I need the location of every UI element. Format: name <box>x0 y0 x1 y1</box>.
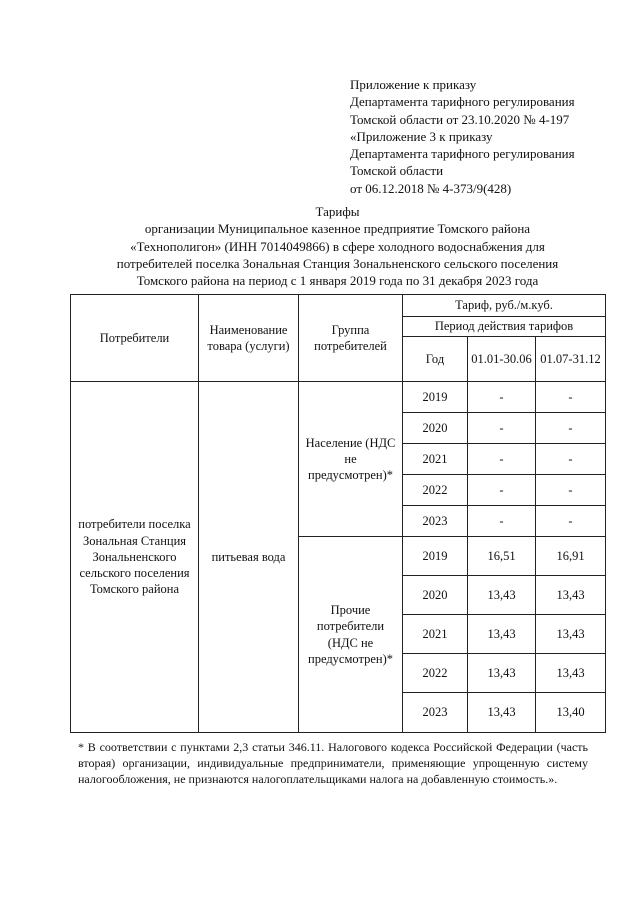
year-cell: 2022 <box>403 654 468 693</box>
tariff-cell: - <box>536 444 606 475</box>
document-title <box>70 203 605 289</box>
tariff-cell: 13,43 <box>468 615 536 654</box>
tariff-cell: - <box>468 475 536 506</box>
tariff-cell: - <box>468 413 536 444</box>
tariff-cell: - <box>536 413 606 444</box>
appendix-line: Томской области <box>350 163 444 179</box>
tariff-cell: 13,43 <box>536 615 606 654</box>
year-cell: 2022 <box>403 475 468 506</box>
title-line: «Технополигон» (ИНН 7014049866) в сфере холодного водоснабжения для <box>130 238 545 254</box>
product-cell: питьевая вода <box>199 382 299 733</box>
title-line: потребителей поселка Зональная Станция Зональненского сельского поселения <box>116 255 559 271</box>
header-period: Период действия тарифов <box>403 317 606 337</box>
tariff-cell: 13,43 <box>468 693 536 733</box>
appendix-line: Департамента тарифного регулирования <box>350 94 575 110</box>
header-period-2: 01.07-31.12 <box>536 337 606 382</box>
header-year: Год <box>403 337 468 382</box>
tariff-cell: 16,51 <box>468 537 536 576</box>
year-cell: 2021 <box>403 444 468 475</box>
tariff-cell: - <box>468 506 536 537</box>
footnote: * В соответствии с пунктами 2,3 статьи 346.11. Налогового кодекса Российской Федерации (часть вторая) организации, индивидуальные предприниматели, применяющие упрощенную систему налогообложения, не признаются налогоплательщиками налога на добавленную стоимость.». <box>78 740 588 787</box>
tariff-cell: 13,40 <box>536 693 606 733</box>
tariff-cell: - <box>536 506 606 537</box>
year-cell: 2019 <box>403 537 468 576</box>
year-cell: 2020 <box>403 576 468 615</box>
appendix-line: «Приложение 3 к приказу <box>350 128 493 144</box>
appendix-header <box>350 76 630 197</box>
tariff-cell: - <box>536 382 606 413</box>
group-population: Население (НДС не предусмотрен)* <box>299 382 403 537</box>
tariff-table <box>70 294 606 733</box>
appendix-line: от 06.12.2018 № 4-373/9(428) <box>350 180 512 196</box>
header-tariff: Тариф, руб./м.куб. <box>403 295 606 317</box>
year-cell: 2023 <box>403 693 468 733</box>
appendix-line: Департамента тарифного регулирования <box>350 146 575 162</box>
header-product: Наименование товара (услуги) <box>199 295 299 382</box>
consumer-cell: потребители поселка Зональная Станция Зональненского сельского поселения Томского района <box>71 382 199 733</box>
tariff-cell: 16,91 <box>536 537 606 576</box>
tariff-cell: 13,43 <box>536 576 606 615</box>
tariff-cell: 13,43 <box>536 654 606 693</box>
tariff-cell: 13,43 <box>468 654 536 693</box>
tariff-cell: - <box>536 475 606 506</box>
title-line: организации Муниципальное казенное предприятие Томского района <box>144 221 531 237</box>
header-group: Группа потребителей <box>299 295 403 382</box>
title-heading: Тарифы <box>315 204 360 219</box>
year-cell: 2019 <box>403 382 468 413</box>
title-line: Томского района на период с 1 января 2019 года по 31 декабря 2023 года <box>136 273 539 289</box>
tariff-cell: 13,43 <box>468 576 536 615</box>
year-cell: 2020 <box>403 413 468 444</box>
header-period-1: 01.01-30.06 <box>468 337 536 382</box>
year-cell: 2021 <box>403 615 468 654</box>
year-cell: 2023 <box>403 506 468 537</box>
appendix-line: Приложение к приказу <box>350 77 477 92</box>
group-other: Прочие потребители (НДС не предусмотрен)* <box>299 537 403 733</box>
tariff-cell: - <box>468 382 536 413</box>
header-consumers: Потребители <box>71 295 199 382</box>
appendix-line: Томской области от 23.10.2020 № 4-197 <box>350 111 570 127</box>
tariff-cell: - <box>468 444 536 475</box>
